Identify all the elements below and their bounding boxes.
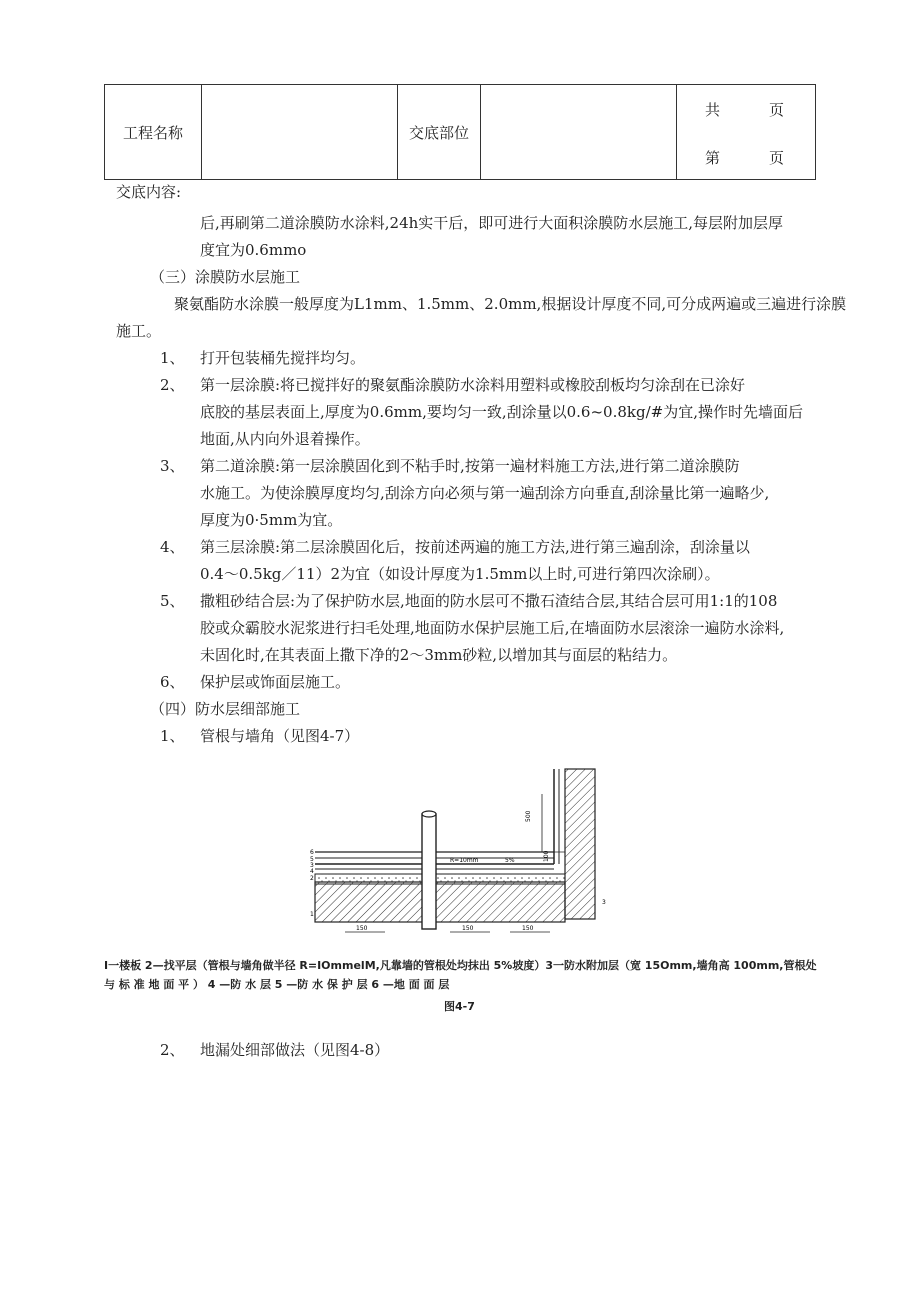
section3-heading: （三）涂膜防水层施工 [150, 268, 301, 286]
intro-line-1: 后,再刷第二道涂膜防水涂料,24h实干后，即可进行大面积涂膜防水层施工,每层附加层厚 [200, 214, 784, 232]
wall-section [565, 769, 595, 919]
item-number: 1、 [160, 727, 185, 745]
floor-slab [315, 882, 565, 922]
figure-caption-line-1: I一楼板 2—找平层（管根与墙角做半径 R=IOmmelM,凡靠墙的管根处均抹出 5%坡度）3一防水附加层（宽 15Omm,墙角高 100mm,管根处 [104, 959, 817, 972]
item-text: 0.4～0.5kg／11）2为宜（如设计厚度为1.5mm以上时,可进行第四次涂刷）。 [200, 565, 720, 583]
item-text: 地漏处细部做法（见图4-8） [200, 1041, 390, 1059]
page-unit: 页 [769, 149, 785, 167]
header-table [104, 84, 816, 180]
page-label: 第 [705, 149, 721, 167]
item-number: 2、 [160, 1041, 185, 1059]
total-unit: 页 [769, 101, 785, 119]
screed-layer [315, 874, 565, 884]
total-label: 共 [705, 101, 721, 119]
project-name-value [202, 85, 398, 180]
layer-number: 3 [602, 899, 606, 906]
layer-number: 2 [310, 875, 314, 882]
item-number: 2、 [160, 376, 185, 394]
project-name-label: 工程名称 [105, 85, 202, 180]
pipe-top [422, 811, 436, 817]
layer-number: 1 [310, 911, 314, 918]
item-text: 撒粗砂结合层:为了保护防水层,地面的防水层可不撒石渣结合层,其结合层可用1:1的108 [200, 592, 778, 610]
item-number: 3、 [160, 457, 185, 475]
item-text: 未固化时,在其表面上撒下净的2～3mm砂粒,以增加其与面层的粘结力。 [200, 646, 678, 664]
item-text: 第三层涂膜:第二层涂膜固化后，按前述两遍的施工方法,进行第三遍刮涂，刮涂量以 [200, 538, 750, 556]
dim-150-label: 150 [356, 925, 368, 932]
pipe-wall-corner-diagram [310, 764, 615, 944]
item-text: 保护层或饰面层施工。 [200, 673, 351, 691]
item-text: 水施工。为使涂膜厚度均匀,刮涂方向必须与第一遍刮涂方向垂直,刮涂量比第一遍略少, [200, 484, 770, 502]
item-number: 1、 [160, 349, 185, 367]
item-text: 厚度为0·5mm为宜。 [200, 511, 343, 529]
intro-line-2: 度宜为0.6mmo [200, 241, 307, 259]
section3-para-line-1: 聚氨酯防水涂膜一般厚度为L1mm、1.5mm、2.0mm,根据设计厚度不同,可分成两遍或三遍进行涂膜 [174, 295, 847, 313]
layer-number: 3 [310, 862, 314, 869]
layer-number: 6 [310, 849, 314, 856]
dim-150-label: 150 [522, 925, 534, 932]
slope-label: 5% [505, 857, 515, 864]
item-text: 胶或众霸胶水泥浆进行扫毛处理,地面防水保护层施工后,在墙面防水层滚涂一遍防水涂料, [200, 619, 785, 637]
item-number: 6、 [160, 673, 185, 691]
layer-number: 5 [310, 856, 314, 863]
item-text: 打开包装桶先搅拌均匀。 [200, 349, 366, 367]
item-text: 底胶的基层表面上,厚度为0.6mm,要均匀一致,刮涂量以0.6~0.8kg/#为宜,操作时先墙面后 [200, 403, 803, 421]
dim-100-label: 100 [543, 850, 550, 862]
dim-150-label: 150 [462, 925, 474, 932]
figure-title: 图4-7 [444, 1000, 475, 1013]
item-text: 管根与墙角（见图4-7） [200, 727, 360, 745]
handover-part-label: 交底部位 [398, 85, 481, 180]
page-count-cell [677, 85, 816, 180]
figure-caption-line-2: 与 标 准 地 面 平 ） 4 —防 水 层 5 —防 水 保 护 层 6 —地 面 面 层 [104, 978, 450, 991]
content-label: 交底内容: [116, 183, 182, 201]
item-text: 第二道涂膜:第一层涂膜固化到不粘手时,按第一遍材料施工方法,进行第二道涂膜防 [200, 457, 740, 475]
item-number: 4、 [160, 538, 185, 556]
section3-para-line-2: 施工。 [116, 322, 162, 340]
pipe [422, 814, 436, 929]
section4-heading: （四）防水层细部施工 [150, 700, 301, 718]
item-text: 地面,从内向外退着操作。 [200, 430, 370, 448]
dim-500-label: 500 [525, 810, 532, 822]
layer-number: 4 [310, 868, 314, 875]
item-number: 5、 [160, 592, 185, 610]
handover-part-value [481, 85, 677, 180]
radius-label: R=10mm [450, 857, 479, 864]
item-text: 第一层涂膜:将已搅拌好的聚氨酯涂膜防水涂料用塑料或橡胶刮板均匀涂刮在已涂好 [200, 376, 746, 394]
